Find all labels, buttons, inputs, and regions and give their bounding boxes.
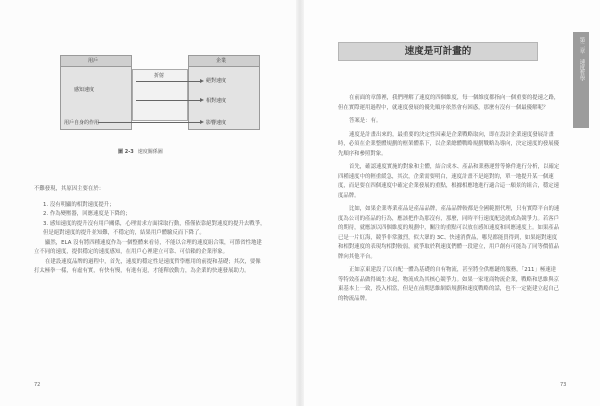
shadow-speed-label: 影響速度 (206, 120, 227, 126)
absolute-speed-label: 絕對速度 (206, 78, 227, 84)
left-intro: 不難發現，其原因主要在於： (34, 186, 105, 192)
paragraph: 比如，如果企業專業產品是產品品牌，產品品牌較都是全國範圍代理，只有實際平台的速度為公司的產品的行為，應該把作為那沒有，那麼，同時平行速度配送就成為競爭力。若客戶的期待，就應該以四個維度的規劃中，關注的重點可以放在感知速度和回應速度上。如果產品已是一片紅海，競爭非常激烈，似大眾的 3C、快速消費品，哪兒都能買得到，如果絕對速度和相對速度的表現均相對較弱，就爭取於利速度們體一段建立，用戶創有可能為了同等價值品牌向其他平台。 (338, 206, 560, 260)
perceived-speed-label: 感知速度 (74, 87, 95, 93)
section-title-bar (338, 42, 538, 61)
chapter-tab (573, 32, 589, 128)
paragraph: 速度是計畫出來的，最重要的決定性因素是企業戰略取向，即在設計企業速度發展計畫時，必須在企業整體規劃的框架體系下，以企業總體戰略規劃戰略為導向，決定速度的發展優先順序和參照對象。 (338, 131, 560, 157)
arrow-line-absolute (136, 81, 200, 82)
speed-relationship-diagram (60, 55, 260, 130)
arrow-line-shadow (98, 122, 200, 123)
figure-title: 速度關係圖 (137, 149, 163, 155)
list-item: 1. 沒有明顯的相對速度提升； (43, 201, 115, 208)
list-item: 2. 作為變壓器，回應速度是下降的； (43, 211, 131, 217)
relative-speed-label: 相對速度 (206, 98, 227, 104)
section-title: 速度是可計畫的 (404, 46, 472, 57)
figure-caption (118, 148, 163, 155)
user-label: 用戶 (88, 58, 99, 64)
enterprise-label: 企業 (216, 58, 227, 64)
user-action-label: 用戶自身的作用 (64, 120, 100, 126)
left-paragraph-2: 顯然，ELA 沒有將四種速度作為一個整體來看待，不能以合理的速度組合策，可節省性地建立不同的速度，提供穩定的速度感知，在用戶心裡建立可靠、可信賴的企業形象。 (34, 239, 262, 255)
paragraph: 在前面的章節裡，我們理解了速度的四個維度，每一個維度都指向一個重要的提速之路，但在實際運用過程中，就速度發展的優先順序依然會有困惑，那麼有沒有一個最優解呢？ (338, 95, 560, 111)
arrow-head-shadow (200, 120, 204, 124)
paragraph: 答案是：有。 (349, 118, 382, 124)
arrow-head-absolute (200, 79, 204, 83)
chapter-label: 第二章 速度哲學 (578, 37, 585, 81)
arrow-head-relative (200, 98, 204, 102)
list-item: 3. 感知速度的提升沒有用戶關係，心理需求方面採取行動，僅僅依靠絕對速度的提升去戰爭，但是絕對速度的提升並知難，不穩定的，結果用戶體驗反而下降了。 (43, 220, 266, 236)
figure-number: 圖 2-3 (118, 149, 134, 155)
left-page-body (34, 185, 266, 277)
paragraph: 首先，確認速度實施的對象和主體，結合成本、產品和業務運營等條件進行分析，以確定四種速度中的輕重緩急，其次，企業需要明白，速度計畫不是絕對的，單一地提升某一個速度，而是要在四個速度中確定企業發展的重點，根據相應地進行適合這一願景的組合，穩定速度品牌。 (338, 164, 560, 199)
book-gutter (296, 0, 304, 406)
left-paragraph-3: 在建設速度品牌的過程中，首先，速度的穩定性是速度哲學應用的前提和基礎；其次，要像打太極拳一樣，有虛有實，有快有慢，有進有退，才能釋放動力，為企業的快速發展助力。 (34, 258, 261, 274)
arrow-line-relative (136, 100, 200, 101)
discount-label: 折射 (154, 73, 165, 79)
right-page-body (338, 94, 560, 308)
page-number-right: 73 (560, 382, 567, 388)
paragraph: 正如京東建設了以自配一體為基礎的自有物流，甚至將全供應鏈的服務，「211」極速達等特效產品做得風生水起，物流成為其核心競爭力。如果一家電商物流企業，戰略和思維與京東基本上一致，投入相當，但是在前期思維網絡規劃和速度戰略的話，也不一定能建立起自己的物流品牌。 (338, 267, 560, 302)
page-number-left: 72 (34, 382, 41, 388)
